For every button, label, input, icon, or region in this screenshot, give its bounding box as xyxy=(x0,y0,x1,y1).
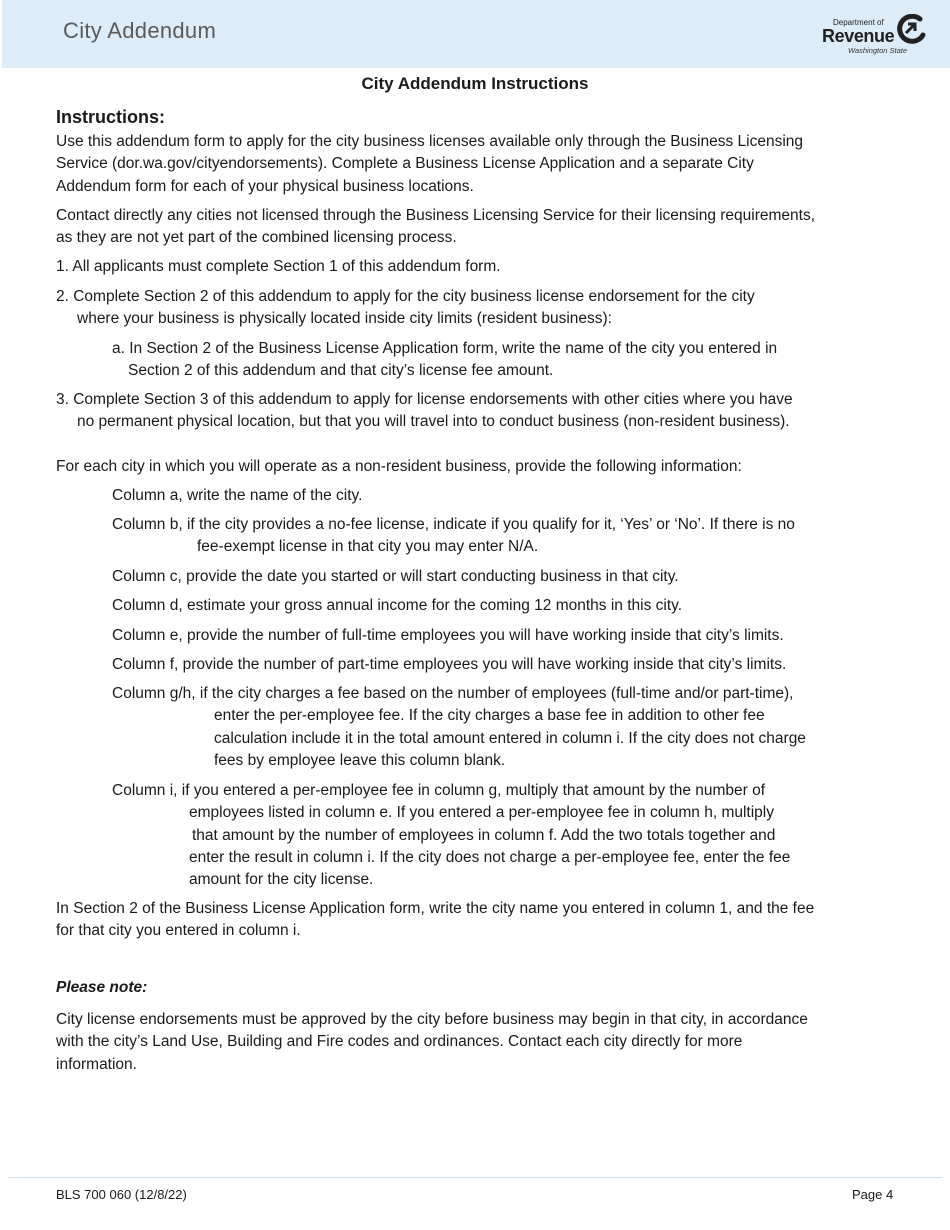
nonresident-intro xyxy=(56,456,742,478)
text-line: Service (dor.wa.gov/cityendorsements). Complete a Business License Application and a separate City xyxy=(56,155,754,173)
text-line: City license endorsements must be approved by the city before business may begin in that city, in accordance xyxy=(56,1011,808,1028)
page-header xyxy=(2,0,950,68)
text-line: fees by employee leave this column blank. xyxy=(214,751,506,769)
text-line: a. In Section 2 of the Business License Application form, write the name of the city you entered in xyxy=(112,340,778,357)
dor-logo xyxy=(822,13,932,59)
column-d-instruction xyxy=(112,595,682,617)
footer-divider xyxy=(8,1177,942,1178)
text-line: no permanent physical location, but that you will travel into to conduct business (non-resident business). xyxy=(77,413,790,431)
column-gh-instruction xyxy=(112,683,806,772)
text-line: enter the result in column i. If the city does not charge a per-employee fee, enter the fee xyxy=(189,848,791,866)
text-line: Use this addendum form to apply for the city business licenses available only through the Business Licensing xyxy=(56,133,803,150)
column-a-instruction xyxy=(112,485,362,507)
text-line: For each city in which you will operate as a non-resident business, provide the following information: xyxy=(56,458,742,475)
column-c-instruction xyxy=(112,566,679,588)
text-line: 3. Complete Section 3 of this addendum to apply for license endorsements with other cities where you have xyxy=(56,391,793,408)
text-line: Column f, provide the number of part-time employees you will have working inside that city’s limits. xyxy=(112,656,787,673)
logo-line-state: Washington State xyxy=(848,46,908,55)
step-1 xyxy=(56,256,501,278)
text-line: calculation include it in the total amount entered in column i. If the city does not charge xyxy=(214,729,806,747)
text-line: Contact directly any cities not licensed through the Business Licensing Service for their licensing requirements, xyxy=(56,207,816,224)
step-2 xyxy=(56,286,755,331)
text-line: Section 2 of this addendum and that city’s license fee amount. xyxy=(128,362,554,380)
step-3 xyxy=(56,389,793,434)
column-i-instruction xyxy=(112,780,790,891)
logo-line-revenue: Revenue xyxy=(822,26,895,46)
text-line: that amount by the number of employees in column f. Add the two totals together and xyxy=(192,826,776,844)
text-line: Column e, provide the number of full-time employees you will have working inside that city’s limits. xyxy=(112,627,784,644)
form-id: BLS 700 060 (12/8/22) xyxy=(56,1187,187,1202)
note-paragraph xyxy=(56,1009,808,1076)
text-line: with the city’s Land Use, Building and Fire codes and ordinances. Contact each city directly for more xyxy=(56,1033,743,1051)
column-f-instruction xyxy=(112,654,786,676)
section-2-note xyxy=(56,898,814,943)
text-line: Addendum form for each of your physical business locations. xyxy=(56,177,474,195)
text-line: Column i, if you entered a per-employee fee in column g, multiply that amount by the number of xyxy=(112,782,766,799)
text-line: Column g/h, if the city charges a fee based on the number of employees (full-time and/or part-time), xyxy=(112,685,794,702)
text-line: as they are not yet part of the combined licensing process. xyxy=(56,229,457,247)
text-line: enter the per-employee fee. If the city charges a base fee in addition to other fee xyxy=(214,707,765,725)
text-line: In Section 2 of the Business License Application form, write the city name you entered in column 1, and the fee xyxy=(56,900,815,917)
text-line: Column d, estimate your gross annual income for the coming 12 months in this city. xyxy=(112,597,683,614)
text-line: Column c, provide the date you started or will start conducting business in that city. xyxy=(112,568,679,585)
text-line: Column a, write the name of the city. xyxy=(112,487,363,504)
text-line: fee-exempt license in that city you may enter N/A. xyxy=(197,538,539,556)
text-line: information. xyxy=(56,1055,137,1073)
instructions-heading: Instructions: xyxy=(56,107,166,127)
contact-paragraph xyxy=(56,205,815,250)
text-line: Column b, if the city provides a no-fee license, indicate if you qualify for it, ‘Yes’ or ‘No’. If there is no xyxy=(112,516,795,533)
column-b-instruction xyxy=(112,514,795,559)
intro-paragraph xyxy=(56,131,803,198)
text-line: where your business is physically located inside city limits (resident business): xyxy=(77,310,612,328)
logo-line-department: Department of xyxy=(833,18,884,27)
header-title: City Addendum xyxy=(63,18,217,43)
text-line: 1. All applicants must complete Section 1 of this addendum form. xyxy=(56,258,501,275)
text-line: employees listed in column e. If you entered a per-employee fee in column h, multiply xyxy=(189,804,774,822)
page-number: Page 4 xyxy=(852,1187,894,1202)
text-line: 2. Complete Section 2 of this addendum to apply for the city business license endorsement for the city xyxy=(56,288,755,305)
text-line: amount for the city license. xyxy=(189,871,374,889)
document-title: City Addendum Instructions xyxy=(361,74,589,93)
text-line: for that city you entered in column i. xyxy=(56,922,301,940)
dor-logo-icon xyxy=(894,14,928,46)
please-note-heading: Please note: xyxy=(56,979,148,996)
step-2a xyxy=(112,338,777,383)
column-e-instruction xyxy=(112,625,784,647)
